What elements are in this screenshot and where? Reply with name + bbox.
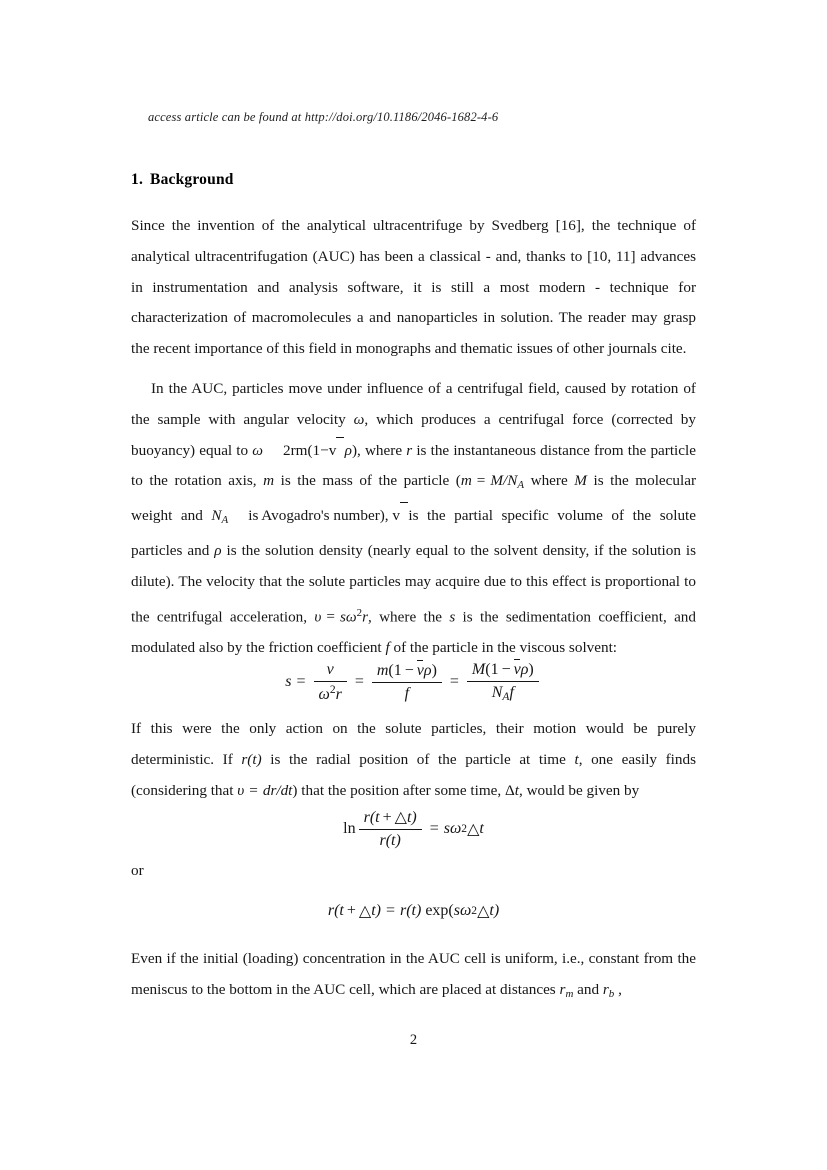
eq3-rhs-omega: ω xyxy=(460,902,472,919)
symbol-upsilon: υ xyxy=(314,608,322,626)
eq2-ln: ln xyxy=(343,820,356,838)
symbol-r-bottom: r xyxy=(602,980,609,998)
eq2-num-t: t) xyxy=(406,809,417,826)
p2-text-3: ), where xyxy=(351,441,407,459)
eq3-equals: = xyxy=(385,902,395,919)
p2-text-13: of the particle in the viscous solvent: xyxy=(389,639,618,657)
eq1-f1-omega: ω xyxy=(318,685,330,703)
eq1-f2-numerator xyxy=(372,661,442,682)
eq2-num-r: r(t xyxy=(363,809,380,826)
p3-text-5: , would be given by xyxy=(519,781,640,799)
symbol-r-meniscus: r xyxy=(559,980,566,998)
eq2-num-triangle: △ xyxy=(394,809,407,826)
eq1-f3-N: N xyxy=(491,683,503,701)
connector-or: or xyxy=(131,862,144,879)
eq1-f3-sub-A: A xyxy=(502,690,510,703)
equation-sedimentation-coefficient xyxy=(131,660,696,704)
symbol-rho-2: ρ xyxy=(214,542,222,560)
page-number: 2 xyxy=(409,1032,418,1048)
eq3-rhs-s: s xyxy=(453,902,460,919)
eq1-f3-rho: ρ xyxy=(520,661,529,679)
subscript-A-1: A xyxy=(517,479,525,492)
eq3-lhs-triangle: △ xyxy=(358,903,372,920)
eq1-f3-denominator xyxy=(467,681,539,704)
symbol-m: m xyxy=(263,472,275,490)
operator-equals-3: = xyxy=(249,781,258,799)
eq1-f3-close: ) xyxy=(528,661,534,679)
p2-text-5: is the mass of the particle ( xyxy=(274,472,461,490)
equation-exponential-radial xyxy=(131,901,696,921)
eq3-rhs-exp-2: 2 xyxy=(471,905,478,917)
expr-r-of-t: r(t) xyxy=(241,750,262,768)
eq1-f3-minus: − xyxy=(501,661,511,679)
eq2-denominator: r(t) xyxy=(359,829,422,851)
expr-dr-dt: dr/dt xyxy=(262,781,293,799)
p2-text-12: is the sedimentation coefficient, and modulated also by the friction coefficient xyxy=(131,608,696,657)
p3-text-4: ) that the position after some time, xyxy=(292,781,505,799)
p3-text-2: is the radial position of the particle at time xyxy=(261,750,575,768)
eq2-rhs-exp: 2 xyxy=(461,823,468,836)
symbol-N: N xyxy=(211,507,222,525)
symbol-s: s xyxy=(339,608,346,626)
paragraph-auc-theory xyxy=(131,374,696,664)
eq2-rhs-s: s xyxy=(443,820,450,838)
eq2-equals: = xyxy=(429,820,439,838)
p2-text-7: is the molecular weight and xyxy=(131,472,697,525)
eq1-f2-nubar: ν xyxy=(416,661,424,679)
eq2-numerator xyxy=(359,808,422,829)
p3-text-3: , one easily finds (considering that xyxy=(131,750,696,799)
eq2-num-plus: + xyxy=(382,809,392,826)
symbol-M: M xyxy=(574,472,587,490)
paragraph-deterministic-motion xyxy=(131,714,696,806)
expr-2rm-vbar: 2rm(1−v xyxy=(263,436,336,467)
paragraph-background-intro: Since the invention of the analytical ultracentrifuge by Svedberg [16], the technique of analytical ultracentrifugation (AUC) has been a classical - and, thanks to [10, 11] advances in instrumentation and analysis software, it is still a most modern - technique for characterization of macromolecules a and nanoparticles in solution. The reader may grasp the recent importance of this field in monographs and thematic issues of other journals cite. xyxy=(131,217,696,358)
symbol-r: r xyxy=(406,441,413,459)
eq1-f3-open: (1 xyxy=(485,661,499,679)
symbol-upsilon-2: υ xyxy=(237,781,245,799)
eq1-f2-minus: − xyxy=(404,661,414,679)
paragraph-loading-concentration xyxy=(131,944,696,1010)
eq2-rhs-triangle: △ xyxy=(467,821,480,839)
eq1-f1-exp: 2 xyxy=(329,683,336,696)
symbol-t: t xyxy=(574,750,579,768)
section-title: Background xyxy=(150,171,234,188)
eq2-rhs-t: t xyxy=(479,820,484,838)
eq1-f1-r: r xyxy=(335,685,342,703)
eq1-f1-denominator xyxy=(314,681,347,705)
p2-text-9: is the partial specific volume of the solute particles and xyxy=(131,507,696,560)
section-number: 1. xyxy=(131,171,144,188)
eq1-equals-a: = xyxy=(296,673,306,690)
p3-text-1: If this were the only action on the solute particles, their motion would be purely deterministic. If xyxy=(131,720,696,768)
p4-text-2: and xyxy=(573,980,603,998)
p2-text-1: In the AUC, particles move under influence of a centrifugal field, caused by rotation of the sample with angular velocity xyxy=(131,380,696,428)
symbol-omega-force: ω xyxy=(252,441,264,459)
eq1-f1-numerator: ν xyxy=(326,661,334,678)
symbol-rho: ρ xyxy=(344,441,352,459)
symbol-delta: Δ xyxy=(504,781,515,799)
p2-text-4: is the instantaneous distance from the particle to the rotation axis, xyxy=(131,441,696,490)
eq1-f2-open: (1 xyxy=(388,661,402,679)
eq1-f3-nubar: ν xyxy=(513,661,521,679)
eq1-equals-c: = xyxy=(449,673,459,690)
symbol-m-2: m xyxy=(460,472,472,490)
symbol-r-accel: r xyxy=(362,608,368,626)
symbol-t-2: t xyxy=(514,781,519,799)
eq2-rhs-omega: ω xyxy=(450,820,462,838)
eq1-fraction-2 xyxy=(372,661,442,703)
eq1-f3-numerator xyxy=(467,660,539,681)
symbol-omega-accel: ω xyxy=(345,608,357,626)
eq1-fraction-1 xyxy=(314,660,347,704)
eq1-f3-f: f xyxy=(509,683,514,701)
symbol-omega: ω xyxy=(353,410,365,428)
eq1-f2-m: m xyxy=(376,661,389,679)
operator-equals-1: = xyxy=(476,472,486,490)
p4-text-3: , xyxy=(614,980,622,998)
p4-text-1: Even if the initial (loading) concentration in the AUC cell is uniform, i.e., constant from the meniscus to the bottom in the AUC cell, which are placed at distances xyxy=(131,950,696,998)
eq1-f2-rho: ρ xyxy=(423,661,432,679)
eq1-f2-close: ) xyxy=(431,661,437,679)
eq3-lhs-plus: + xyxy=(346,902,356,919)
operator-equals-2: = xyxy=(326,608,335,626)
superscript-2: 2 xyxy=(356,606,363,619)
eq3-rhs-t: t) xyxy=(489,902,500,919)
eq1-lhs-s: s xyxy=(285,673,292,690)
eq3-lhs-r: r(t xyxy=(327,902,344,919)
eq1-equals-b: = xyxy=(354,673,364,690)
expr-M-over-NA: M/N xyxy=(490,472,518,490)
eq3-rhs-triangle: △ xyxy=(477,903,490,920)
symbol-f: f xyxy=(385,639,390,657)
subscript-A-2: A xyxy=(221,514,229,527)
p2-text-6: where xyxy=(524,472,575,490)
running-header: access article can be found at http://doi.org/10.1186/2046-1682-4-6 xyxy=(148,110,499,124)
symbol-s-2: s xyxy=(449,608,456,626)
section-heading xyxy=(131,171,234,189)
p2-text-10: is the solution density (nearly equal to the solvent density, if the solution is dilute). The velocity that the solute particles may acquire due to this effect is proportional to the centrifugal acceleration, xyxy=(131,542,696,626)
eq1-f3-M: M xyxy=(471,661,486,679)
eq3-rhs-rt: r(t) xyxy=(400,902,422,919)
eq1-fraction-3 xyxy=(467,660,539,704)
p2-text-11: , where the xyxy=(367,608,450,626)
eq3-exp: exp( xyxy=(425,902,454,919)
subscript-m: m xyxy=(565,987,574,1000)
eq3-lhs-t: t) xyxy=(371,902,381,919)
subscript-b: b xyxy=(608,987,615,1000)
p2-text-8-vbar: is Avogadro's number), v xyxy=(228,501,400,532)
eq2-fraction xyxy=(359,808,422,850)
eq1-f2-denominator: f xyxy=(372,682,442,704)
equation-log-radial-ratio xyxy=(131,808,696,850)
p2-text-2: , which produces a centrifugal force (corrected by buoyancy) equal to xyxy=(131,410,696,459)
